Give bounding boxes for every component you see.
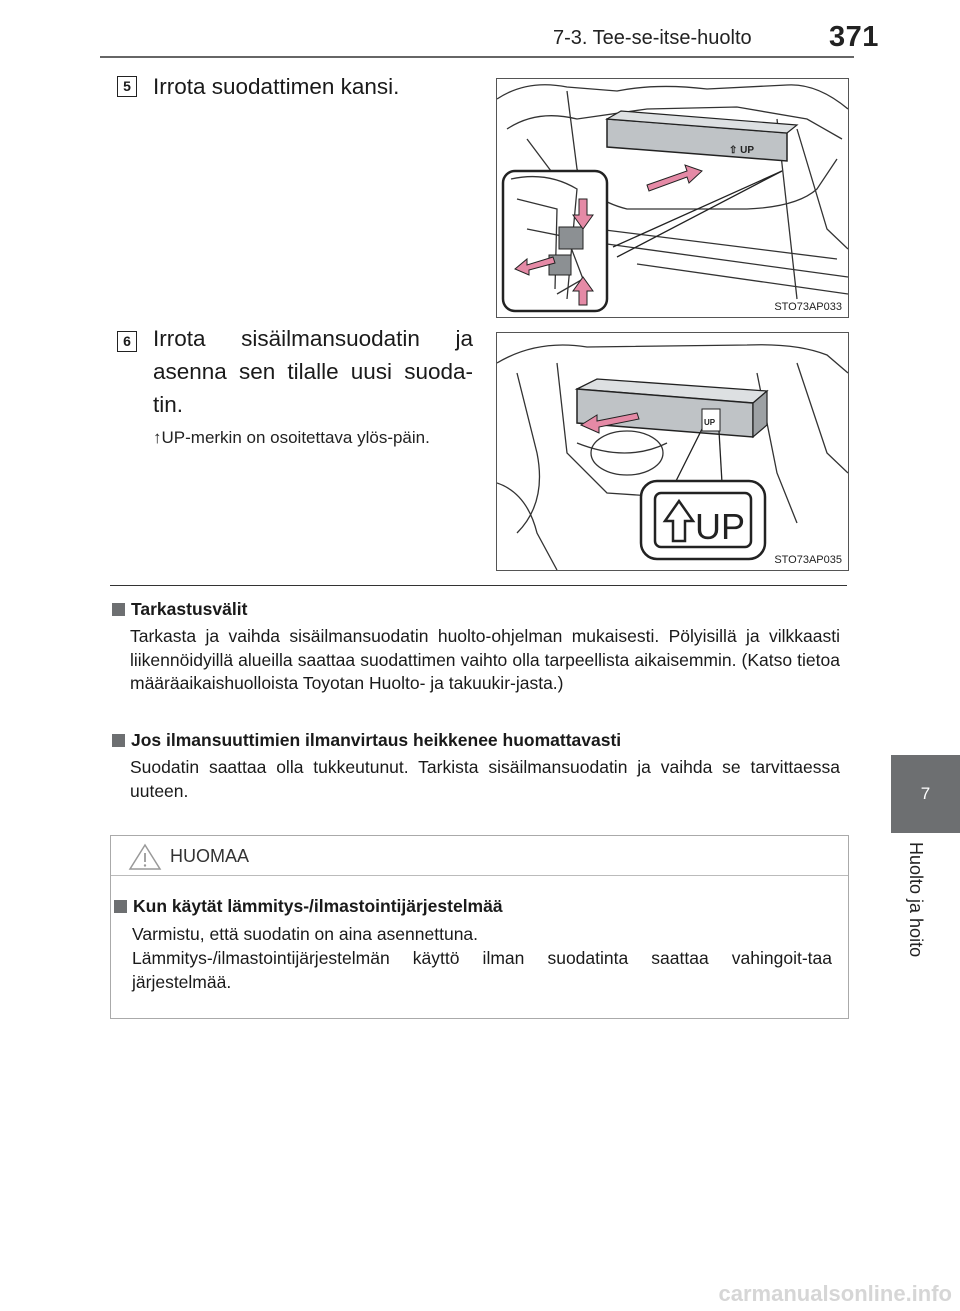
square-bullet-icon	[114, 900, 127, 913]
up-arrow-icon: ↑	[153, 428, 162, 447]
chapter-title: Huolto ja hoito	[906, 842, 926, 958]
small-up-label: UP	[704, 418, 716, 427]
figure-code: STO73AP035	[774, 554, 842, 566]
up-label: ⇧ UP	[729, 145, 755, 156]
step-note: ↑UP-merkin on osoitettava ylös-päin.	[153, 428, 430, 447]
cabin-filter-illustration	[497, 333, 848, 570]
subsection-body: Suodatin saattaa olla tukkeutunut. Tarkista sisäilmansuodatin ja vaihda se tarvittaessa uuteen.	[130, 757, 840, 801]
filter-cover-figure	[496, 78, 849, 318]
filter-cover-illustration	[497, 79, 848, 317]
step-number-badge: 6	[117, 331, 137, 352]
page-number: 371	[829, 21, 879, 53]
notice-subheading: Kun käytät lämmitys-/ilmastointijärjestelmää	[114, 896, 503, 917]
big-up-label: UP	[695, 506, 746, 547]
notice-box	[110, 835, 849, 1019]
watermark: carmanualsonline.info	[718, 1281, 952, 1306]
subsection-heading: Jos ilmansuuttimien ilmanvirtaus heikkenee huomattavasti	[112, 730, 621, 751]
notice-line: Varmistu, että suodatin on aina asennettuna.	[132, 924, 479, 944]
square-bullet-icon	[112, 603, 125, 616]
notice-line: Lämmitys-/ilmastointijärjestelmän käyttö ilman suodatinta saattaa vahingoit-taa järjestelmää.	[132, 948, 832, 992]
warning-triangle-icon	[128, 843, 162, 871]
section-title: 7-3. Tee-se-itse-huolto	[553, 27, 752, 49]
subsection-heading: Tarkastusvälit	[112, 599, 247, 620]
header-divider	[100, 56, 854, 58]
step-instruction: Irrota sisäilmansuodatin ja asenna sen tilalle uusi suoda-tin.	[153, 326, 473, 417]
section-divider	[110, 585, 847, 586]
cabin-filter-figure	[496, 332, 849, 571]
notice-divider	[111, 875, 848, 876]
step-number-badge: 5	[117, 76, 137, 97]
chapter-tab: 7	[891, 755, 960, 833]
notice-title: HUOMAA	[170, 846, 250, 866]
figure-code: STO73AP033	[774, 301, 842, 313]
step-instruction: Irrota suodattimen kansi.	[153, 74, 400, 99]
subsection-body: Tarkasta ja vaihda sisäilmansuodatin huolto-ohjelman mukaisesti. Pölyisillä ja vilkkaasti liikennöidyillä alueilla saattaa suodattimen vaihto olla tarpeellista aikaisemmin. (Katso tietoa määräaikaishuolloista Toyotan Huolto- ja takuukir-jasta.)	[130, 626, 840, 693]
square-bullet-icon	[112, 734, 125, 747]
